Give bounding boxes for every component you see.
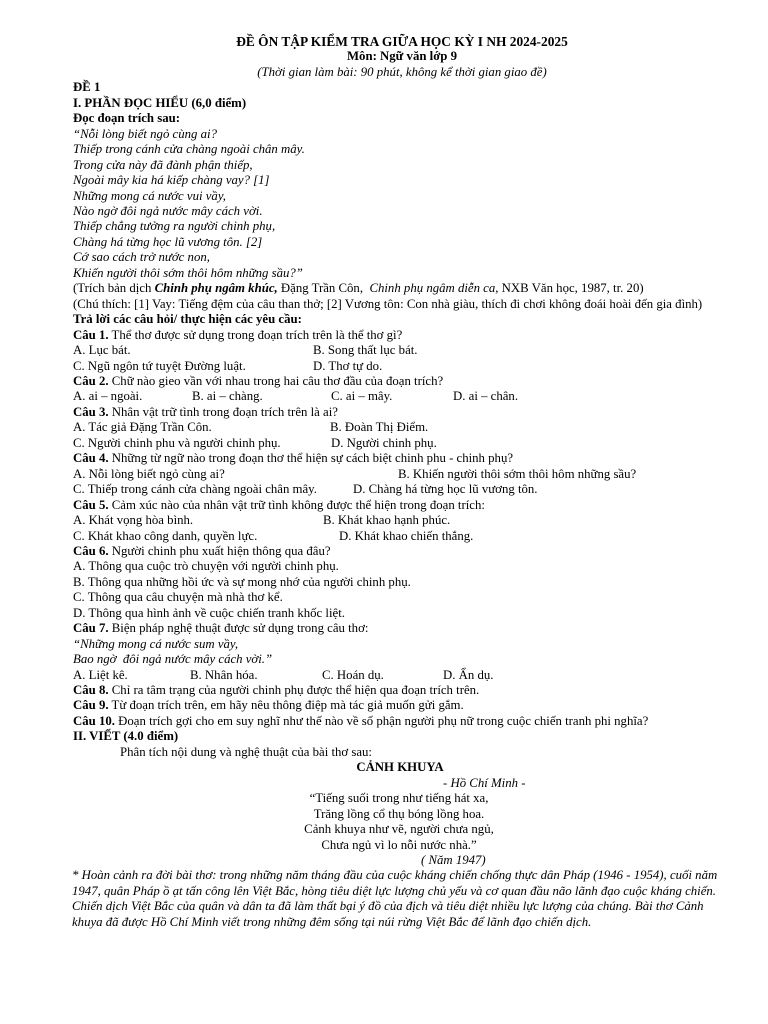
poem-line: “Nỗi lòng biết ngỏ cùng ai? (73, 126, 217, 141)
poem-line: Những mong cá nước vui vầy, (73, 188, 226, 203)
question-text: Những từ ngữ nào trong đoạn thơ thể hiện sự cách biệt chinh phu - chinh phụ? (108, 451, 514, 466)
poem-title: CẢNH KHUYA (356, 760, 444, 775)
poem-author: - Hồ Chí Minh - (443, 775, 526, 790)
question-1 (73, 328, 723, 343)
question-2 (73, 374, 723, 389)
writing-poem (73, 791, 723, 853)
question-label: Câu 7. (73, 621, 109, 636)
options-row (73, 482, 723, 497)
exam-document (73, 34, 723, 930)
options-row (73, 467, 723, 482)
option-a: A. Khát vọng hòa bình. (73, 513, 194, 528)
quote-line: Bao ngờ đôi ngả nước mây cách vời.” (73, 652, 273, 667)
poem-line: Thiếp trong cánh cửa chàng ngoài chân mây. (73, 142, 305, 157)
question-4 (73, 451, 723, 466)
question-text: Từ đoạn trích trên, em hãy nêu thông điệp mà tác giả muốn gửi gắm. (108, 698, 464, 713)
option-a: A. Tác giả Đặng Trần Côn. (73, 420, 212, 435)
option-d: D. Thơ tự do. (313, 358, 383, 373)
option-b: B. Khiến người thôi sớm thôi hôm những sầu? (398, 466, 637, 481)
question-label: Câu 2. (73, 373, 109, 388)
option-b: B. Đoàn Thị Điểm. (330, 420, 429, 435)
option-c: C. Thông qua câu chuyện mà nhà thơ kể. (73, 590, 283, 605)
option-b: B. ai – chàng. (192, 389, 263, 404)
question-text: Thể thơ được sử dụng trong đoạn trích trên là thể thơ gì? (108, 327, 403, 342)
question-5 (73, 498, 723, 513)
option-d: D. Chàng há từng học lũ vương tôn. (353, 482, 538, 497)
question-label: Câu 1. (73, 327, 109, 342)
option-a: A. Lục bát. (73, 343, 131, 358)
part1-heading: I. PHẦN ĐỌC HIỂU (6,0 điểm) (73, 95, 247, 110)
options-row (73, 529, 723, 544)
exam-number: ĐỀ 1 (73, 80, 101, 95)
question-label: Câu 6. (73, 543, 109, 558)
question-10 (73, 714, 723, 729)
poem-line: Trăng lồng cổ thụ bóng lồng hoa. (313, 806, 485, 821)
source-prefix: (Trích bản dịch (73, 281, 155, 296)
question-label: Câu 4. (73, 451, 109, 466)
question-text: Nhân vật trữ tình trong đoạn trích trên là ai? (108, 404, 338, 419)
source-author: Đặng Trần Côn, (277, 281, 370, 296)
option-d: D. Người chinh phụ. (331, 435, 437, 450)
option-a: A. Liệt kê. (73, 667, 128, 682)
option-c: C. Thiếp trong cánh cửa chàng ngoài chân mây. (73, 482, 317, 497)
poem-line: Trong cửa này đã đành phận thiếp, (73, 157, 253, 172)
options-row (73, 359, 723, 374)
options-row (73, 513, 723, 528)
excerpt-poem (73, 127, 723, 282)
context-note: * Hoàn cảnh ra đời bài thơ: trong những năm tháng đầu của cuộc kháng chiến chống thực dân Pháp (1946 - 1954), cuối năm 1947, quân Pháp ồ ạt tấn công lên Việt Bắc, hòng tiêu diệt lực lượng chủ yếu và cơ quan đầu não lãnh đạo cuộc kháng chiến. Chiến dịch Việt Bắc của quân và dân ta đã làm thất bại ý đồ của địch và tiêu diệt nhiều lực lượng của chúng. Bài thơ Cảnh khuya đã được Hồ Chí Minh viết trong những đêm sống tại núi rừng Việt Bắc để lãnh đạo chiến dịch. (72, 868, 718, 929)
option-d: D. ai – chân. (453, 389, 519, 404)
instructions: Trả lời các câu hỏi/ thực hiện các yêu cầu: (73, 312, 302, 327)
option-a: A. Nỗi lòng biết ngỏ cùng ai? (73, 466, 225, 481)
question-9 (73, 698, 723, 713)
exam-subject: Môn: Ngữ văn lớp 9 (346, 49, 458, 64)
question-label: Câu 8. (73, 683, 109, 698)
source-work: Chinh phụ ngâm khúc, (154, 281, 278, 296)
poem-line: Ngoài mây kia há kiếp chàng vay? [1] (73, 173, 270, 188)
question-6 (73, 544, 723, 559)
options-row (73, 668, 723, 683)
option-c: C. Khát khao công danh, quyền lực. (73, 528, 258, 543)
option-c: C. ai – mây. (331, 389, 393, 404)
option-d: D. Khát khao chiến thắng. (339, 528, 474, 543)
options-row (73, 436, 723, 451)
exam-time-note: (Thời gian làm bài: 90 phút, không kể thời gian giao đề) (257, 64, 547, 79)
poem-line: Thiếp chẳng tưởng ra người chinh phụ, (73, 219, 276, 234)
question-text: Biện pháp nghệ thuật được sử dụng trong câu thơ: (108, 621, 369, 636)
question-text: Người chinh phu xuất hiện thông qua đâu? (108, 543, 331, 558)
question-label: Câu 10. (73, 713, 115, 728)
option-d: D. Thông qua hình ảnh về cuộc chiến tranh khốc liệt. (73, 605, 345, 620)
option-c: C. Hoán dụ. (322, 667, 384, 682)
question-text: Cảm xúc nào của nhân vật trữ tình không được thể hiện trong đoạn trích: (108, 497, 485, 512)
poem-line: “Tiếng suối trong như tiếng hát xa, (309, 791, 489, 806)
option-d: D. Ẩn dụ. (443, 667, 494, 682)
options-row (73, 389, 723, 404)
option-b: B. Khát khao hạnh phúc. (323, 513, 451, 528)
poem-line: Chàng há từng học lũ vương tôn. [2] (73, 234, 263, 249)
reading-prompt: Đọc đoạn trích sau: (73, 111, 180, 126)
poem-line: Cảnh khuya như vẽ, người chưa ngủ, (304, 822, 494, 837)
option-b: B. Song thất lục bát. (313, 343, 418, 358)
option-a: A. Thông qua cuộc trò chuyện với người chinh phụ. (73, 559, 339, 574)
question-7 (73, 621, 723, 636)
question-label: Câu 9. (73, 698, 109, 713)
question-text: Chỉ ra tâm trạng của người chinh phụ được thể hiện qua đoạn trích trên. (108, 683, 480, 698)
source-publisher: , NXB Văn học, 1987, tr. 20) (495, 281, 644, 296)
question-text: Chữ nào gieo vần với nhau trong hai câu thơ đầu của đoạn trích? (108, 373, 444, 388)
option-b: B. Thông qua những hồi ức và sự mong nhớ của người chinh phụ. (73, 574, 411, 589)
writing-task: Phân tích nội dung và nghệ thuật của bài thơ sau: (120, 744, 372, 759)
poem-line: Chưa ngủ vì lo nỗi nước nhà.” (321, 837, 477, 852)
question-8 (73, 683, 723, 698)
poem-year: ( Năm 1947) (421, 853, 486, 868)
question-3 (73, 405, 723, 420)
quote-line: “Những mong cá nước sum vầy, (73, 636, 239, 651)
option-b: B. Nhân hóa. (190, 667, 258, 682)
question-label: Câu 5. (73, 497, 109, 512)
footnote: (Chú thích: [1] Vay: Tiếng đệm của câu than thở; [2] Vương tôn: Con nhà giàu, thích đi chơi không đoái hoài đến gia đình) (73, 296, 703, 311)
question-text: Đoạn trích gợi cho em suy nghĩ như thế nào về số phận người phụ nữ trong cuộc chiến tranh phi nghĩa? (114, 713, 649, 728)
options-row (73, 420, 723, 435)
poem-line: Khiến người thôi sớm thôi hôm những sầu?” (73, 265, 303, 280)
excerpt-source (73, 281, 723, 296)
options-row (73, 343, 723, 358)
part2-heading: II. VIẾT (4.0 điểm) (73, 729, 179, 744)
source-book: Chinh phụ ngâm diễn ca (369, 281, 496, 296)
option-c: C. Ngũ ngôn tứ tuyệt Đường luật. (73, 358, 246, 373)
option-c: C. Người chinh phu và người chinh phụ. (73, 435, 281, 450)
option-a: A. ai – ngoài. (73, 389, 143, 404)
poem-line: Cớ sao cách trở nước non, (73, 250, 210, 265)
poem-line: Nào ngờ đôi ngả nước mây cách vời. (73, 203, 263, 218)
question-label: Câu 3. (73, 404, 109, 419)
exam-title: ĐỀ ÔN TẬP KIỂM TRA GIỮA HỌC KỲ I NH 2024-2025 (236, 34, 568, 49)
